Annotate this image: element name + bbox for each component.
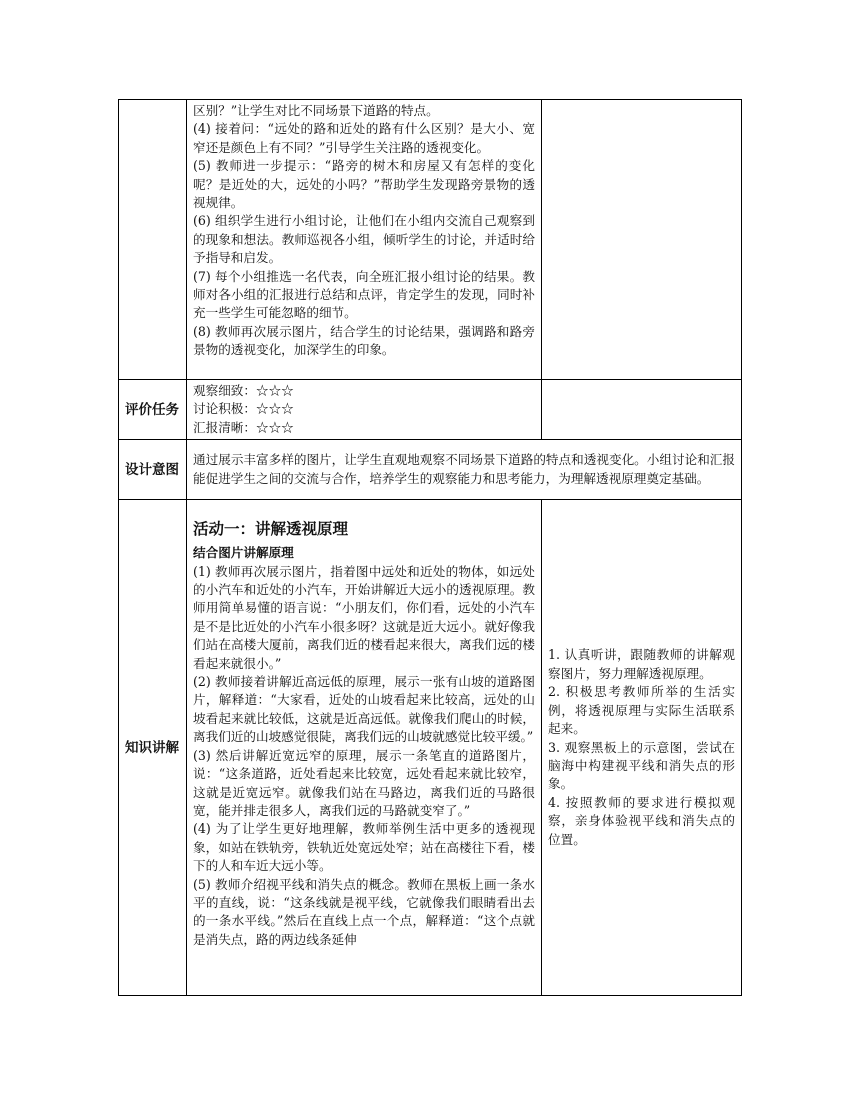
evaluation-empty-cell [542,380,742,440]
knowledge-paragraph: (5) 教师介绍视平线和消失点的概念。教师在黑板上画一条水平的直线，说：“这条线就是视平线，它就像我们眼睛看出去的一条水平线。”然后在直线上点一个点，解释道：“这个点就是消失点，路的两边线条延伸 [193,876,535,947]
row1-paragraph: (7) 每个小组推选一名代表，向全班汇报小组讨论的结果。教师对各小组的汇报进行总结和点评，肯定学生的发现，同时补充一些学生可能忽略的细节。 [193,268,535,321]
evaluation-content-cell [187,380,542,440]
student-activity-item: 1. 认真听讲，跟随教师的讲解观察图片，努力理解透视原理。 [548,647,735,681]
activity-title: 活动一：讲解透视原理 [193,520,349,539]
knowledge-paragraph: (2) 教师接着讲解近高远低的原理，展示一张有山坡的道路图片，解释道：“大家看，近处的山坡看起来比较高，远处的山坡看起来就比较低，这就是近高远低。就像我们爬山的时候，离我们近的山坡感觉很陡，离我们远的山坡就感觉比较平缓。” [193,674,535,745]
table-row-knowledge [119,500,742,996]
row1-paragraph: (6) 组织学生进行小组讨论，让他们在小组内交流自己观察到的现象和想法。教师巡视各小组，倾听学生的讨论，并适时给予指导和启发。 [193,213,535,266]
knowledge-paragraph: (1) 教师再次展示图片，指着图中远处和近处的物体，如远处的小汽车和近处的小汽车，开始讲解近大远小的透视原理。教师用简单易懂的语言说：“小朋友们，你们看，远处的小汽车是不是比近处的小汽车小很多呀？这就是近大远小。就好像我们站在高楼大厦前，离我们近的楼看起来很大，离我们远的楼看起来就很小。” [193,563,535,671]
table-row-design-intent [119,440,742,500]
row1-paragraph: (5) 教师进一步提示：“路旁的树木和房屋又有怎样的变化呢？是近处的大，远处的小吗？”帮助学生发现路旁景物的透视规律。 [193,158,535,211]
evaluation-item: 汇报清晰：☆☆☆ [193,419,294,435]
student-activity-cell [542,500,742,996]
table-row-evaluation [119,380,742,440]
design-intent-text: 通过展示丰富多样的图片，让学生直观地观察不同场景下道路的特点和透视变化。小组讨论和汇报能促进学生之间的交流与合作，培养学生的观察能力和思考能力，为理解透视原理奠定基础。 [193,452,735,486]
design-intent-label: 设计意图 [119,440,187,500]
knowledge-paragraph: (3) 然后讲解近宽远窄的原理，展示一条笔直的道路图片，说：“这条道路，近处看起来比较宽，远处看起来就比较窄，这就是近宽远窄。就像我们站在马路边，离我们近的马路很宽，能并排走很多人，离我们远的马路就变窄了。” [193,747,535,818]
student-activity-item: 3. 观察黑板上的示意图，尝试在脑海中构建视平线和消失点的形象。 [548,739,735,792]
row1-content-cell [187,100,542,380]
row1-paragraph: (4) 接着问：“远处的路和近处的路有什么区别？是大小、宽窄还是颜色上有不同？”引导学生关注路的透视变化。 [193,121,535,155]
student-activity-item: 4. 按照教师的要求进行模拟观察，亲身体验视平线和消失点的位置。 [548,794,735,847]
row1-paragraph: (8) 教师再次展示图片，结合学生的讨论结果，强调路和路旁景物的透视变化，加深学生的印象。 [193,323,535,358]
row1-label-cell [119,100,187,380]
student-activity-item: 2. 积极思考教师所举的生活实例，将透视原理与实际生活联系起来。 [548,684,735,737]
row1-paragraph: 区别？”让学生对比不同场景下道路的特点。 [193,103,439,118]
knowledge-content-cell [187,500,542,996]
design-intent-content-cell [187,440,742,500]
evaluation-item: 讨论积极：☆☆☆ [193,401,294,417]
knowledge-label: 知识讲解 [119,500,187,996]
section-subhead: 结合图片讲解原理 [193,545,294,561]
lesson-plan-table [118,99,742,996]
row1-student-cell [542,100,742,380]
table-row-teaching-process [119,100,742,380]
evaluation-item: 观察细致：☆☆☆ [193,383,294,398]
knowledge-paragraph: (4) 为了让学生更好地理解，教师举例生活中更多的透视现象，如站在铁轨旁，铁轨近处宽远处窄；站在高楼往下看，楼下的人和车近大远小等。 [193,821,535,874]
evaluation-label: 评价任务 [119,380,187,440]
